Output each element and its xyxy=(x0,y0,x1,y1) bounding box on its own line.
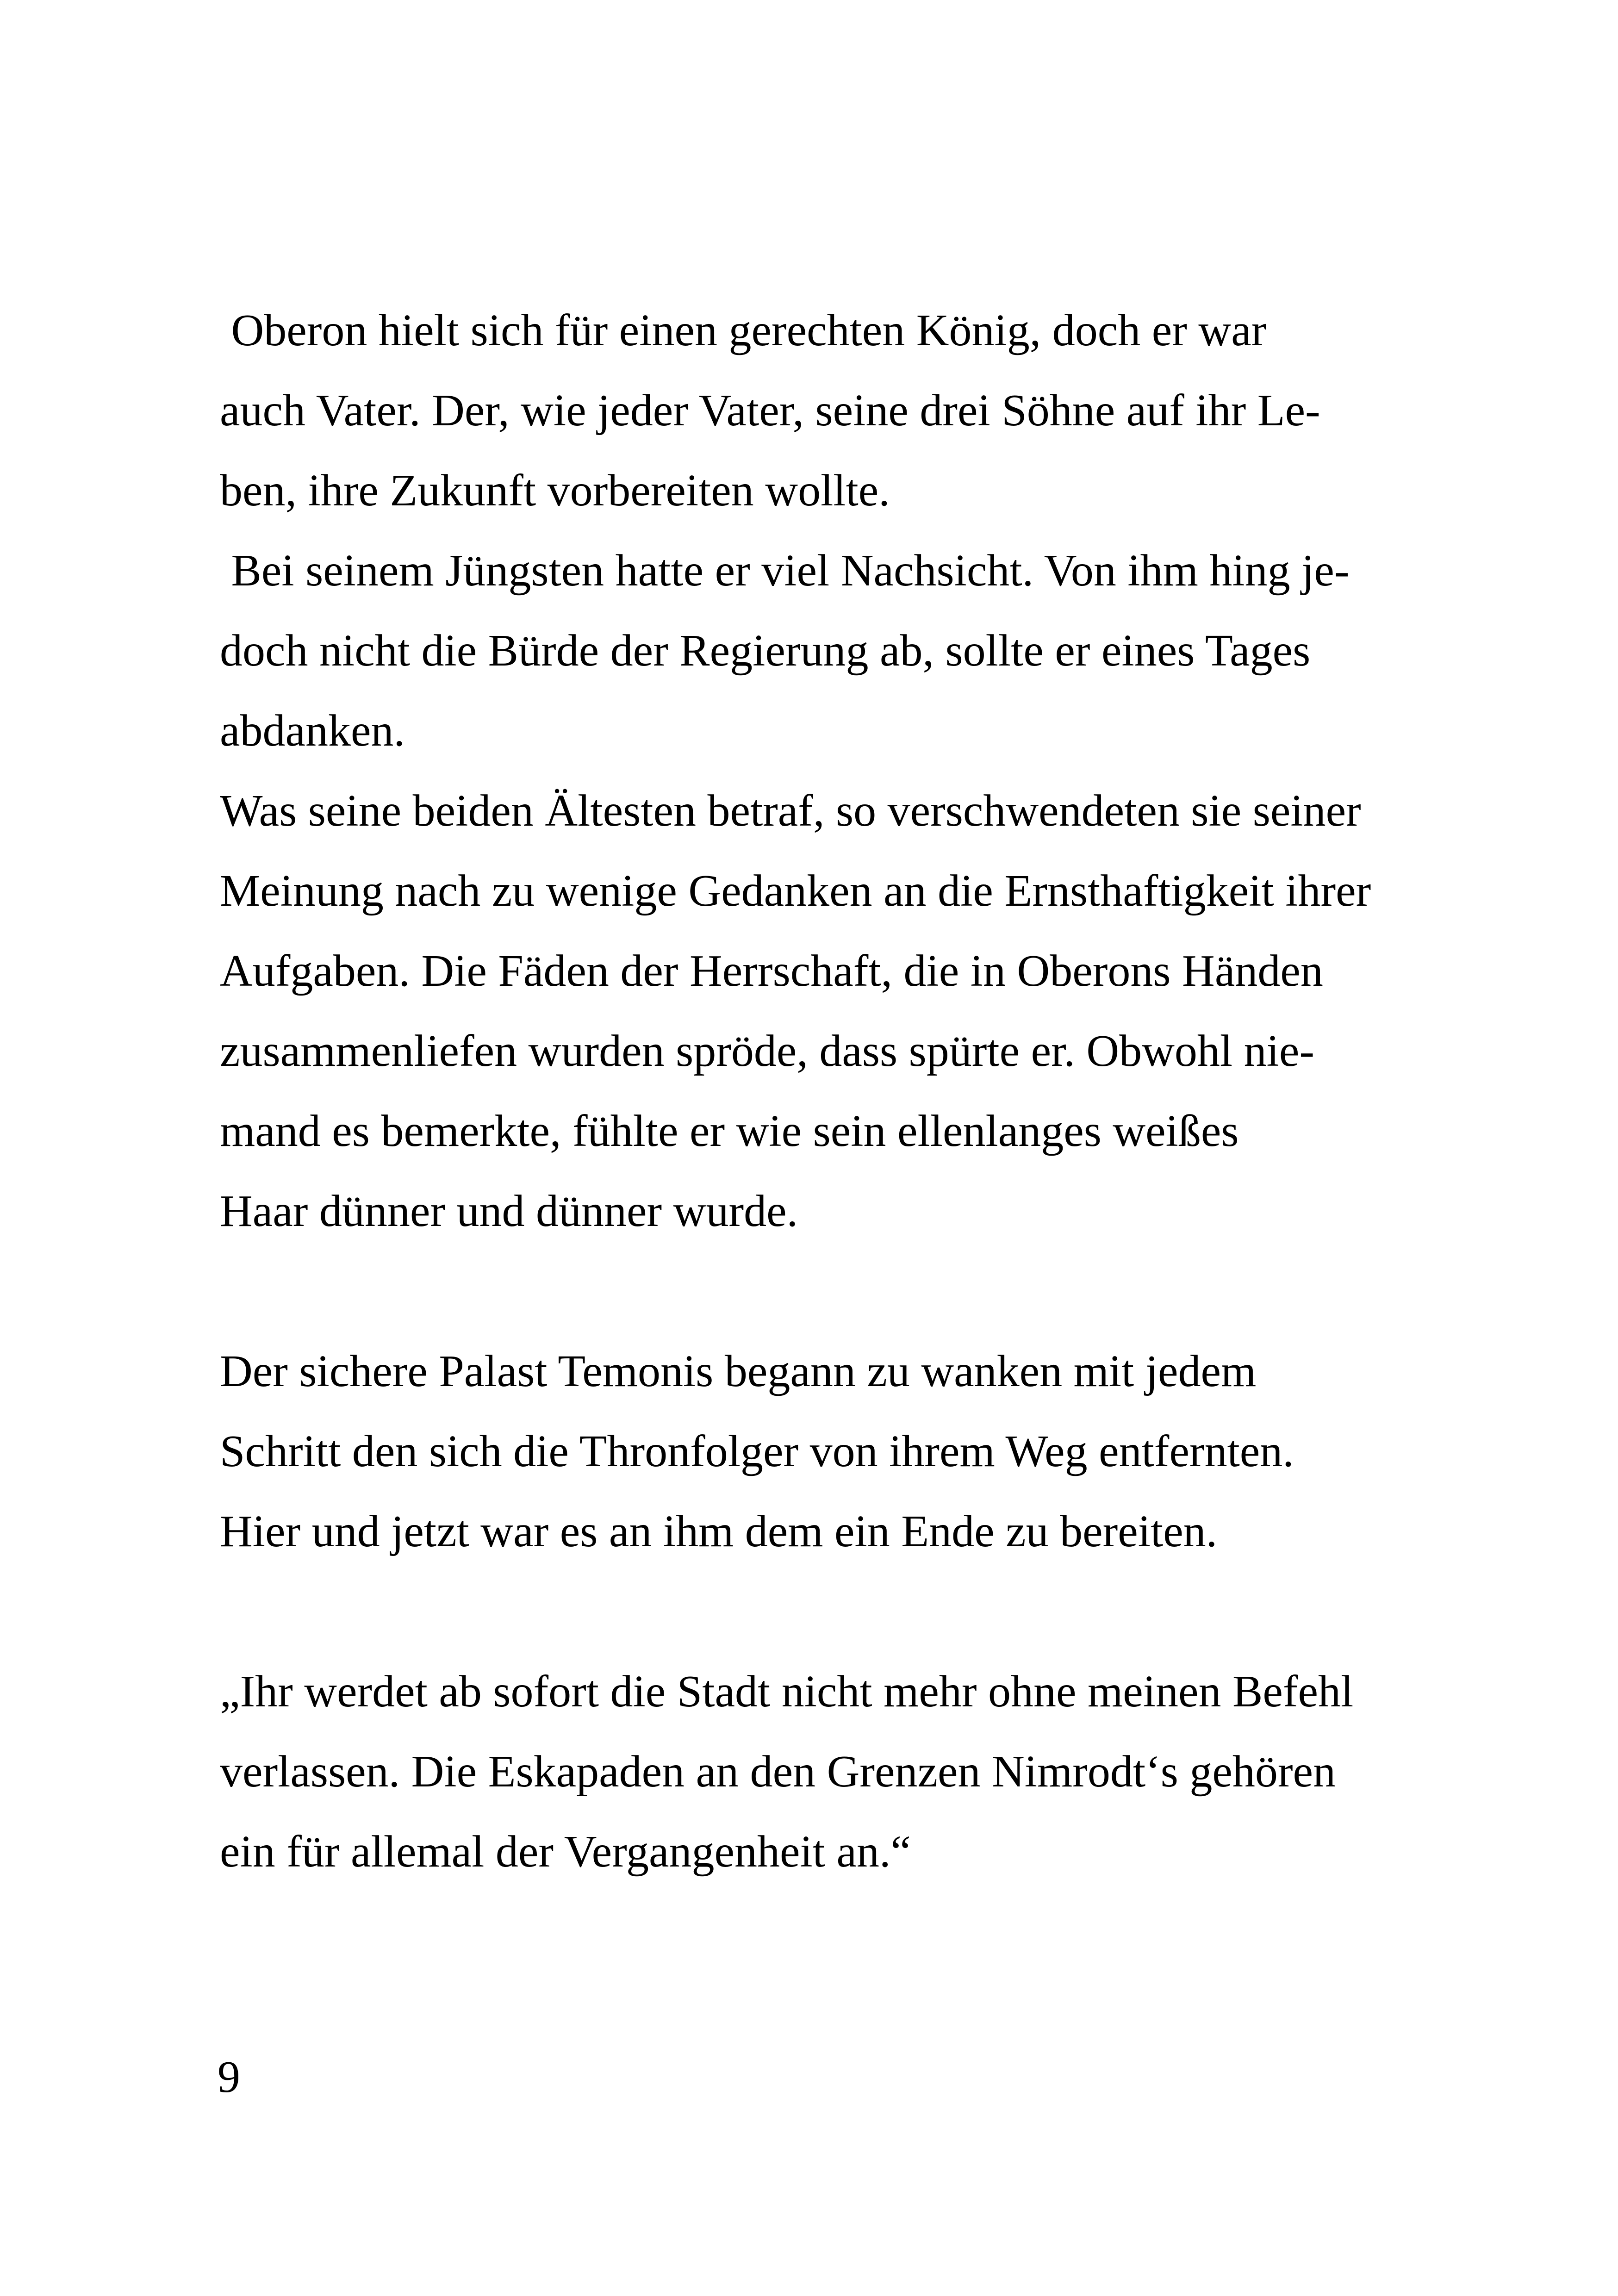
text-line: Bei seinem Jüngsten hatte er viel Nachsicht. Von ihm hing je- xyxy=(220,546,1350,596)
paragraph-gap xyxy=(220,1251,1432,1332)
text-line: Meinung nach zu wenige Gedanken an die Ernsthaftigkeit ihrer xyxy=(220,866,1371,916)
text-line: Was seine beiden Ältesten betraf, so verschwendeten sie seiner xyxy=(220,786,1361,836)
text-line: ein für allemal der Vergangenheit an.“ xyxy=(220,1827,911,1877)
text-line: auch Vater. Der, wie jeder Vater, seine drei Söhne auf ihr Le- xyxy=(220,386,1320,436)
text-line: ben, ihre Zukunft vorbereiten wollte. xyxy=(220,466,890,516)
text-line: abdanken. xyxy=(220,706,405,756)
text-line: zusammenliefen wurden spröde, dass spürte er. Obwohl nie- xyxy=(220,1026,1314,1076)
page-number: 9 xyxy=(218,2052,240,2102)
text-line: Schritt den sich die Thronfolger von ihrem Weg entfernten. xyxy=(220,1426,1294,1476)
paragraph-gap xyxy=(220,1572,1432,1652)
text-line: Der sichere Palast Temonis begann zu wanken mit jedem xyxy=(220,1346,1257,1396)
text-line: verlassen. Die Eskapaden an den Grenzen Nimrodt‘s gehören xyxy=(220,1747,1336,1797)
text-line: Hier und jetzt war es an ihm dem ein Ende zu bereiten. xyxy=(220,1506,1218,1556)
text-line: mand es bemerkte, fühlte er wie sein ellenlanges weißes xyxy=(220,1106,1239,1156)
body-text xyxy=(220,291,1432,1892)
text-line: „Ihr werdet ab sofort die Stadt nicht mehr ohne meinen Befehl xyxy=(220,1667,1354,1717)
text-line: doch nicht die Bürde der Regierung ab, sollte er eines Tages xyxy=(220,626,1311,676)
text-line: Oberon hielt sich für einen gerechten König, doch er war xyxy=(220,305,1267,355)
text-line: Haar dünner und dünner wurde. xyxy=(220,1186,798,1236)
text-line: Aufgaben. Die Fäden der Herrschaft, die in Oberons Händen xyxy=(220,946,1323,996)
